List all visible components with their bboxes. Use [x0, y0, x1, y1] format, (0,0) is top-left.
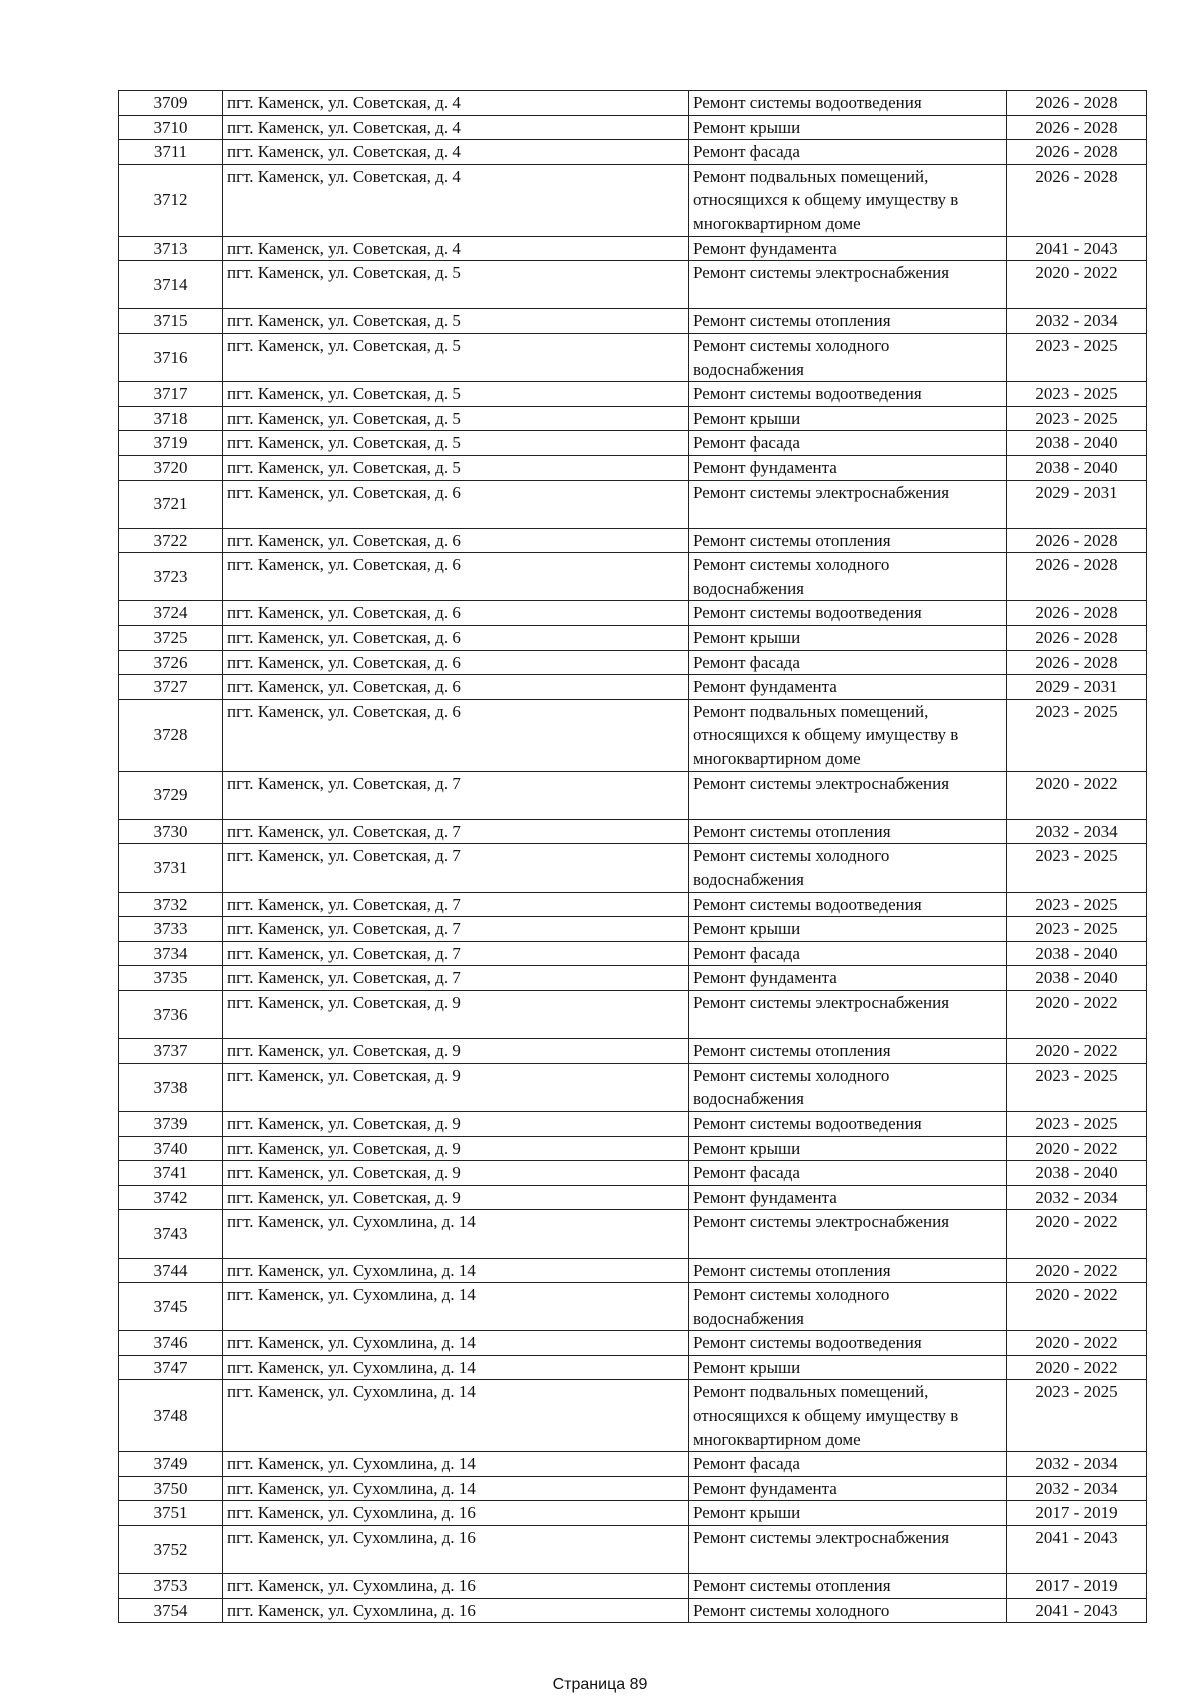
row-number: 3709	[119, 91, 223, 116]
row-number: 3743	[119, 1210, 223, 1258]
table-row	[119, 1331, 1147, 1356]
address-cell: пгт. Каменск, ул. Советская, д. 7	[223, 771, 689, 819]
work-type-cell	[689, 91, 1007, 116]
address-cell: пгт. Каменск, ул. Советская, д. 6	[223, 626, 689, 651]
work-type-cell	[689, 1598, 1007, 1623]
table-row	[119, 675, 1147, 700]
period-cell: 2020 - 2022	[1007, 1258, 1147, 1283]
address-cell: пгт. Каменск, ул. Советская, д. 9	[223, 1039, 689, 1064]
table-row	[119, 333, 1147, 381]
address-cell: пгт. Каменск, ул. Советская, д. 5	[223, 455, 689, 480]
work-type-cell	[689, 892, 1007, 917]
address-cell: пгт. Каменск, ул. Сухомлина, д. 14	[223, 1210, 689, 1258]
row-number: 3754	[119, 1598, 223, 1623]
work-type-line: Ремонт системы отопления	[693, 530, 891, 550]
work-type-line	[693, 1015, 1002, 1039]
row-number: 3730	[119, 819, 223, 844]
work-type-cell	[689, 382, 1007, 407]
work-type-cell	[689, 1039, 1007, 1064]
work-type-cell	[689, 1331, 1007, 1356]
period-cell: 2026 - 2028	[1007, 164, 1147, 236]
work-type-line: Ремонт фундамента	[693, 1187, 837, 1207]
period-cell: 2020 - 2022	[1007, 1355, 1147, 1380]
work-type-line: Ремонт крыши	[693, 117, 801, 137]
row-number: 3736	[119, 990, 223, 1038]
row-number: 3741	[119, 1161, 223, 1186]
work-type-line: Ремонт крыши	[693, 628, 801, 648]
address-cell: пгт. Каменск, ул. Советская, д. 9	[223, 1111, 689, 1136]
work-type-cell	[689, 1526, 1007, 1574]
work-type-line: относящихся к общему имуществу в	[693, 190, 959, 210]
work-type-cell	[689, 819, 1007, 844]
table-row	[119, 1136, 1147, 1161]
address-cell: пгт. Каменск, ул. Советская, д. 9	[223, 990, 689, 1038]
work-type-cell	[689, 1380, 1007, 1452]
work-type-line: Ремонт подвальных помещений,	[693, 701, 929, 721]
table-row	[119, 1355, 1147, 1380]
row-number: 3739	[119, 1111, 223, 1136]
work-type-line	[693, 285, 1002, 309]
row-number: 3733	[119, 917, 223, 942]
work-type-line: Ремонт крыши	[693, 1503, 801, 1523]
row-number: 3715	[119, 309, 223, 334]
address-cell: пгт. Каменск, ул. Советская, д. 6	[223, 553, 689, 601]
row-number: 3721	[119, 480, 223, 528]
row-number: 3720	[119, 455, 223, 480]
work-type-line: водоснабжения	[693, 578, 804, 598]
period-cell: 2026 - 2028	[1007, 115, 1147, 140]
address-cell: пгт. Каменск, ул. Советская, д. 9	[223, 1185, 689, 1210]
table-row	[119, 626, 1147, 651]
work-type-line: Ремонт системы водоотведения	[693, 603, 922, 623]
work-type-line: Ремонт системы холодного	[693, 1065, 890, 1085]
work-type-cell	[689, 140, 1007, 165]
address-cell: пгт. Каменск, ул. Сухомлина, д. 14	[223, 1476, 689, 1501]
period-cell: 2020 - 2022	[1007, 1039, 1147, 1064]
work-type-cell	[689, 675, 1007, 700]
work-type-line: Ремонт системы холодного	[693, 335, 890, 355]
table-row	[119, 261, 1147, 309]
period-cell: 2032 - 2034	[1007, 1185, 1147, 1210]
table-row	[119, 892, 1147, 917]
table-row	[119, 917, 1147, 942]
work-type-cell	[689, 1355, 1007, 1380]
work-type-line: Ремонт фасада	[693, 652, 800, 672]
period-cell: 2032 - 2034	[1007, 1476, 1147, 1501]
table-row	[119, 1598, 1147, 1623]
row-number: 3716	[119, 333, 223, 381]
period-cell: 2026 - 2028	[1007, 601, 1147, 626]
period-cell: 2026 - 2028	[1007, 528, 1147, 553]
work-type-line: Ремонт подвальных помещений,	[693, 1382, 929, 1402]
work-type-line: многоквартирном доме	[693, 1429, 861, 1449]
address-cell: пгт. Каменск, ул. Советская, д. 5	[223, 333, 689, 381]
work-type-line	[693, 1550, 1002, 1574]
row-number: 3748	[119, 1380, 223, 1452]
table-row	[119, 1501, 1147, 1526]
work-type-cell	[689, 1136, 1007, 1161]
period-cell: 2038 - 2040	[1007, 1161, 1147, 1186]
address-cell: пгт. Каменск, ул. Сухомлина, д. 16	[223, 1598, 689, 1623]
table-row	[119, 1185, 1147, 1210]
address-cell: пгт. Каменск, ул. Советская, д. 7	[223, 892, 689, 917]
period-cell: 2020 - 2022	[1007, 771, 1147, 819]
work-type-line: Ремонт системы водоотведения	[693, 93, 922, 112]
period-cell: 2026 - 2028	[1007, 650, 1147, 675]
address-cell: пгт. Каменск, ул. Советская, д. 6	[223, 528, 689, 553]
work-type-line: Ремонт подвальных помещений,	[693, 166, 929, 186]
row-number: 3735	[119, 966, 223, 991]
table-row	[119, 553, 1147, 601]
table-row	[119, 990, 1147, 1038]
table-row	[119, 1258, 1147, 1283]
work-type-line: Ремонт системы электроснабжения	[693, 1212, 950, 1232]
row-number: 3717	[119, 382, 223, 407]
row-number: 3727	[119, 675, 223, 700]
work-type-line: Ремонт фундамента	[693, 677, 837, 697]
row-number: 3723	[119, 553, 223, 601]
work-type-cell	[689, 553, 1007, 601]
period-cell: 2029 - 2031	[1007, 675, 1147, 700]
row-number: 3749	[119, 1452, 223, 1477]
table-row	[119, 382, 1147, 407]
table-row	[119, 1452, 1147, 1477]
period-cell: 2032 - 2034	[1007, 1452, 1147, 1477]
table-row	[119, 844, 1147, 892]
table-row	[119, 480, 1147, 528]
address-cell: пгт. Каменск, ул. Советская, д. 9	[223, 1063, 689, 1111]
work-type-cell	[689, 941, 1007, 966]
address-cell: пгт. Каменск, ул. Советская, д. 9	[223, 1161, 689, 1186]
address-cell: пгт. Каменск, ул. Сухомлина, д. 16	[223, 1526, 689, 1574]
period-cell: 2026 - 2028	[1007, 553, 1147, 601]
page-number: Страница 89	[552, 1676, 648, 1693]
work-type-cell	[689, 844, 1007, 892]
row-number: 3747	[119, 1355, 223, 1380]
period-cell: 2026 - 2028	[1007, 91, 1147, 116]
period-cell: 2041 - 2043	[1007, 1598, 1147, 1623]
work-type-cell	[689, 1574, 1007, 1599]
row-number: 3744	[119, 1258, 223, 1283]
table-row	[119, 1526, 1147, 1574]
table-row	[119, 1380, 1147, 1452]
work-type-cell	[689, 333, 1007, 381]
period-cell: 2020 - 2022	[1007, 1283, 1147, 1331]
table-row	[119, 1111, 1147, 1136]
table-row	[119, 140, 1147, 165]
work-type-cell	[689, 966, 1007, 991]
work-type-cell	[689, 917, 1007, 942]
work-type-line: Ремонт системы отопления	[693, 821, 891, 841]
period-cell: 2032 - 2034	[1007, 819, 1147, 844]
repair-schedule-table	[118, 90, 1147, 1623]
table-row	[119, 1161, 1147, 1186]
period-cell: 2023 - 2025	[1007, 892, 1147, 917]
row-number: 3753	[119, 1574, 223, 1599]
period-cell: 2020 - 2022	[1007, 990, 1147, 1038]
row-number: 3731	[119, 844, 223, 892]
work-type-line: Ремонт фундамента	[693, 968, 837, 988]
table-row	[119, 431, 1147, 456]
work-type-line: Ремонт системы отопления	[693, 311, 891, 331]
period-cell: 2023 - 2025	[1007, 1111, 1147, 1136]
work-type-line: Ремонт системы электроснабжения	[693, 773, 950, 793]
row-number: 3711	[119, 140, 223, 165]
period-cell: 2023 - 2025	[1007, 844, 1147, 892]
address-cell: пгт. Каменск, ул. Советская, д. 5	[223, 431, 689, 456]
row-number: 3710	[119, 115, 223, 140]
table-row	[119, 699, 1147, 771]
address-cell: пгт. Каменск, ул. Советская, д. 4	[223, 164, 689, 236]
row-number: 3751	[119, 1501, 223, 1526]
period-cell: 2038 - 2040	[1007, 941, 1147, 966]
row-number: 3738	[119, 1063, 223, 1111]
work-type-line: Ремонт системы отопления	[693, 1576, 891, 1596]
work-type-cell	[689, 261, 1007, 309]
period-cell: 2023 - 2025	[1007, 333, 1147, 381]
period-cell: 2023 - 2025	[1007, 382, 1147, 407]
work-type-line: многоквартирном доме	[693, 213, 861, 233]
address-cell: пгт. Каменск, ул. Советская, д. 4	[223, 91, 689, 116]
work-type-cell	[689, 771, 1007, 819]
table-row	[119, 1283, 1147, 1331]
row-number: 3729	[119, 771, 223, 819]
period-cell: 2020 - 2022	[1007, 261, 1147, 309]
address-cell: пгт. Каменск, ул. Сухомлина, д. 14	[223, 1452, 689, 1477]
address-cell: пгт. Каменск, ул. Сухомлина, д. 14	[223, 1355, 689, 1380]
period-cell: 2023 - 2025	[1007, 406, 1147, 431]
work-type-cell	[689, 1501, 1007, 1526]
work-type-cell	[689, 1063, 1007, 1111]
work-type-line: относящихся к общему имуществу в	[693, 725, 959, 745]
row-number: 3752	[119, 1526, 223, 1574]
address-cell: пгт. Каменск, ул. Советская, д. 9	[223, 1136, 689, 1161]
work-type-cell	[689, 626, 1007, 651]
work-type-line: Ремонт системы электроснабжения	[693, 263, 950, 283]
work-type-line: Ремонт крыши	[693, 1138, 801, 1158]
work-type-line: Ремонт фасада	[693, 1163, 800, 1183]
work-type-cell	[689, 699, 1007, 771]
work-type-line: Ремонт системы электроснабжения	[693, 482, 950, 502]
row-number: 3732	[119, 892, 223, 917]
address-cell: пгт. Каменск, ул. Советская, д. 4	[223, 115, 689, 140]
table-row	[119, 771, 1147, 819]
address-cell: пгт. Каменск, ул. Советская, д. 6	[223, 601, 689, 626]
row-number: 3719	[119, 431, 223, 456]
work-type-line: водоснабжения	[693, 1089, 804, 1109]
table-row	[119, 406, 1147, 431]
period-cell: 2020 - 2022	[1007, 1210, 1147, 1258]
work-type-cell	[689, 480, 1007, 528]
work-type-line: Ремонт системы холодного	[693, 846, 890, 866]
work-type-line	[693, 795, 1002, 819]
work-type-cell	[689, 431, 1007, 456]
address-cell: пгт. Каменск, ул. Советская, д. 5	[223, 261, 689, 309]
row-number: 3722	[119, 528, 223, 553]
row-number: 3726	[119, 650, 223, 675]
row-number: 3746	[119, 1331, 223, 1356]
address-cell: пгт. Каменск, ул. Советская, д. 5	[223, 382, 689, 407]
work-type-cell	[689, 1210, 1007, 1258]
work-type-cell	[689, 1161, 1007, 1186]
period-cell: 2038 - 2040	[1007, 455, 1147, 480]
work-type-line: Ремонт крыши	[693, 919, 801, 939]
work-type-cell	[689, 650, 1007, 675]
work-type-cell	[689, 455, 1007, 480]
address-cell: пгт. Каменск, ул. Советская, д. 7	[223, 966, 689, 991]
period-cell: 2041 - 2043	[1007, 1526, 1147, 1574]
work-type-line: относящихся к общему имуществу в	[693, 1406, 959, 1426]
row-number: 3724	[119, 601, 223, 626]
address-cell: пгт. Каменск, ул. Советская, д. 6	[223, 675, 689, 700]
work-type-line: Ремонт крыши	[693, 408, 801, 428]
address-cell: пгт. Каменск, ул. Сухомлина, д. 14	[223, 1283, 689, 1331]
work-type-cell	[689, 1476, 1007, 1501]
address-cell: пгт. Каменск, ул. Сухомлина, д. 16	[223, 1501, 689, 1526]
table-row	[119, 1063, 1147, 1111]
work-type-line: водоснабжения	[693, 870, 804, 889]
work-type-cell	[689, 1111, 1007, 1136]
table-row	[119, 455, 1147, 480]
work-type-line: Ремонт фасада	[693, 433, 800, 453]
period-cell: 2023 - 2025	[1007, 699, 1147, 771]
period-cell: 2023 - 2025	[1007, 1063, 1147, 1111]
work-type-line: Ремонт фундамента	[693, 238, 837, 258]
work-type-line: Ремонт системы отопления	[693, 1260, 891, 1280]
work-type-cell	[689, 406, 1007, 431]
work-type-line: Ремонт фасада	[693, 142, 800, 162]
work-type-cell	[689, 1452, 1007, 1477]
row-number: 3713	[119, 236, 223, 261]
work-type-cell	[689, 1283, 1007, 1331]
work-type-line: Ремонт системы электроснабжения	[693, 992, 950, 1012]
address-cell: пгт. Каменск, ул. Советская, д. 6	[223, 650, 689, 675]
row-number: 3750	[119, 1476, 223, 1501]
table-row	[119, 115, 1147, 140]
address-cell: пгт. Каменск, ул. Сухомлина, д. 14	[223, 1331, 689, 1356]
address-cell: пгт. Каменск, ул. Советская, д. 7	[223, 844, 689, 892]
period-cell: 2023 - 2025	[1007, 1380, 1147, 1452]
work-type-line	[693, 504, 1002, 528]
address-cell: пгт. Каменск, ул. Советская, д. 4	[223, 140, 689, 165]
row-number: 3728	[119, 699, 223, 771]
work-type-line: водоснабжения	[693, 1308, 804, 1328]
work-type-line: Ремонт системы холодного	[693, 1600, 890, 1620]
work-type-line	[693, 1234, 1002, 1258]
table-row	[119, 1574, 1147, 1599]
work-type-line: Ремонт системы водоотведения	[693, 384, 922, 404]
work-type-line: многоквартирном доме	[693, 749, 861, 769]
row-number: 3742	[119, 1185, 223, 1210]
row-number: 3734	[119, 941, 223, 966]
work-type-cell	[689, 1258, 1007, 1283]
period-cell: 2026 - 2028	[1007, 626, 1147, 651]
work-type-line: Ремонт фундамента	[693, 457, 837, 477]
address-cell: пгт. Каменск, ул. Советская, д. 7	[223, 819, 689, 844]
table-row	[119, 650, 1147, 675]
period-cell: 2032 - 2034	[1007, 309, 1147, 334]
work-type-line: Ремонт системы водоотведения	[693, 894, 922, 914]
table-row	[119, 236, 1147, 261]
table-row	[119, 601, 1147, 626]
row-number: 3745	[119, 1283, 223, 1331]
work-type-line: Ремонт крыши	[693, 1357, 801, 1377]
address-cell: пгт. Каменск, ул. Советская, д. 7	[223, 941, 689, 966]
address-cell: пгт. Каменск, ул. Сухомлина, д. 14	[223, 1258, 689, 1283]
work-type-cell	[689, 528, 1007, 553]
period-cell: 2029 - 2031	[1007, 480, 1147, 528]
address-cell: пгт. Каменск, ул. Советская, д. 6	[223, 699, 689, 771]
period-cell: 2017 - 2019	[1007, 1574, 1147, 1599]
address-cell: пгт. Каменск, ул. Советская, д. 6	[223, 480, 689, 528]
row-number: 3712	[119, 164, 223, 236]
work-type-line: Ремонт системы отопления	[693, 1041, 891, 1061]
period-cell: 2041 - 2043	[1007, 236, 1147, 261]
table-row	[119, 966, 1147, 991]
table-row	[119, 164, 1147, 236]
work-type-cell	[689, 115, 1007, 140]
work-type-cell	[689, 309, 1007, 334]
period-cell: 2038 - 2040	[1007, 431, 1147, 456]
row-number: 3714	[119, 261, 223, 309]
period-cell: 2023 - 2025	[1007, 917, 1147, 942]
period-cell: 2017 - 2019	[1007, 1501, 1147, 1526]
table-row	[119, 309, 1147, 334]
period-cell: 2026 - 2028	[1007, 140, 1147, 165]
work-type-cell	[689, 601, 1007, 626]
row-number: 3740	[119, 1136, 223, 1161]
address-cell: пгт. Каменск, ул. Советская, д. 4	[223, 236, 689, 261]
row-number: 3718	[119, 406, 223, 431]
period-cell: 2020 - 2022	[1007, 1331, 1147, 1356]
table-row	[119, 1039, 1147, 1064]
row-number: 3737	[119, 1039, 223, 1064]
table-row	[119, 1476, 1147, 1501]
work-type-line: Ремонт системы холодного	[693, 555, 890, 575]
work-type-line: Ремонт системы водоотведения	[693, 1333, 922, 1353]
table-row	[119, 91, 1147, 116]
row-number: 3725	[119, 626, 223, 651]
address-cell: пгт. Каменск, ул. Сухомлина, д. 16	[223, 1574, 689, 1599]
address-cell: пгт. Каменск, ул. Сухомлина, д. 14	[223, 1380, 689, 1452]
work-type-cell	[689, 164, 1007, 236]
address-cell: пгт. Каменск, ул. Советская, д. 5	[223, 309, 689, 334]
work-type-line: Ремонт системы холодного	[693, 1285, 890, 1305]
work-type-line: Ремонт системы водоотведения	[693, 1113, 922, 1133]
address-cell: пгт. Каменск, ул. Советская, д. 5	[223, 406, 689, 431]
address-cell: пгт. Каменск, ул. Советская, д. 7	[223, 917, 689, 942]
work-type-cell	[689, 1185, 1007, 1210]
period-cell: 2020 - 2022	[1007, 1136, 1147, 1161]
work-type-line: Ремонт фасада	[693, 1454, 800, 1474]
table-row	[119, 819, 1147, 844]
work-type-cell	[689, 990, 1007, 1038]
table-row	[119, 1210, 1147, 1258]
table-row	[119, 941, 1147, 966]
work-type-line: водоснабжения	[693, 359, 804, 379]
work-type-line: Ремонт системы электроснабжения	[693, 1528, 950, 1548]
work-type-cell	[689, 236, 1007, 261]
table-body	[119, 91, 1147, 1623]
work-type-line: Ремонт фундамента	[693, 1478, 837, 1498]
work-type-line: Ремонт фасада	[693, 943, 800, 963]
period-cell: 2038 - 2040	[1007, 966, 1147, 991]
table-row	[119, 528, 1147, 553]
